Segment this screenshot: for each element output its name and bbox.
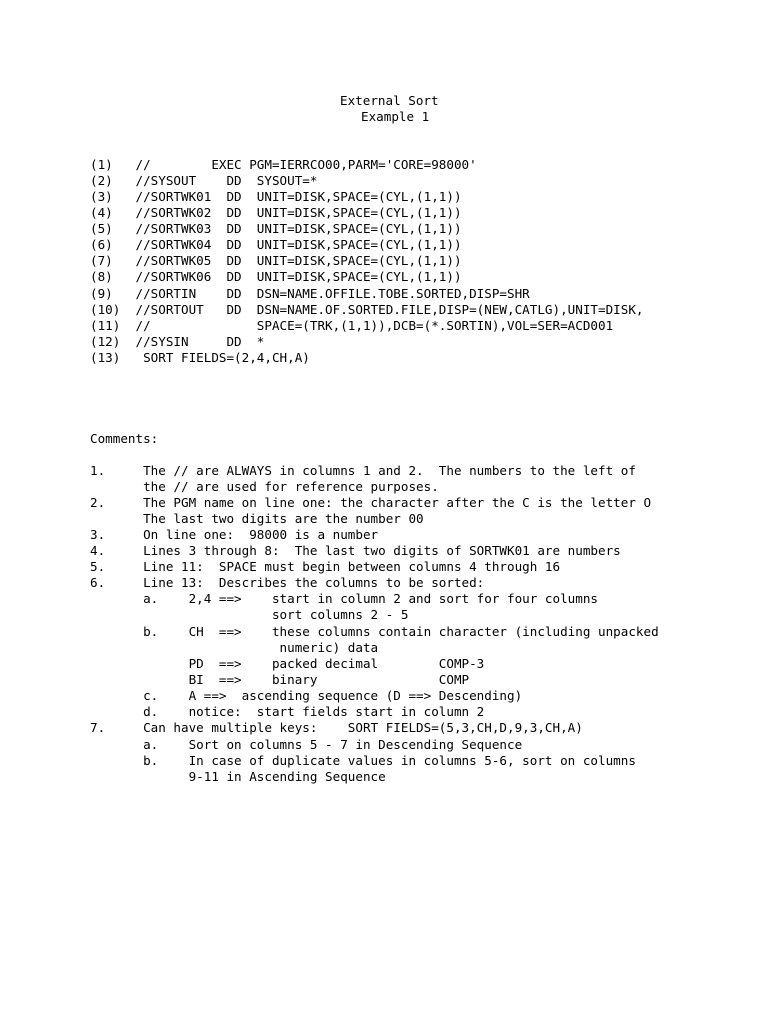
jcl-line: (11) // SPACE=(TRK,(1,1)),DCB=(*.SORTIN),VOL=SER=ACD001 — [90, 318, 614, 333]
jcl-line: (2) //SYSOUT DD SYSOUT=* — [90, 173, 318, 188]
jcl-line: (1) // EXEC PGM=IERRCO00,PARM='CORE=98000' — [90, 157, 477, 172]
comment-line: sort columns 2 - 5 — [90, 607, 409, 622]
jcl-line: (5) //SORTWK03 DD UNIT=DISK,SPACE=(CYL,(1,1)) — [90, 221, 462, 236]
comment-line: 2. The PGM name on line one: the character after the C is the letter O — [90, 495, 652, 510]
jcl-line: (12) //SYSIN DD * — [90, 334, 265, 349]
comment-line: 1. The // are ALWAYS in columns 1 and 2. The numbers to the left of — [90, 463, 636, 478]
document-subtitle: Example 1 — [361, 109, 430, 124]
comment-line: numeric) data — [90, 640, 379, 655]
comment-line: BI ==> binary COMP — [90, 672, 470, 687]
jcl-line: (8) //SORTWK06 DD UNIT=DISK,SPACE=(CYL,(1,1)) — [90, 269, 462, 284]
jcl-line: (4) //SORTWK02 DD UNIT=DISK,SPACE=(CYL,(1,1)) — [90, 205, 462, 220]
comment-line: 6. Line 13: Describes the columns to be sorted: — [90, 575, 485, 590]
jcl-line: (3) //SORTWK01 DD UNIT=DISK,SPACE=(CYL,(1,1)) — [90, 189, 462, 204]
comment-line: a. 2,4 ==> start in column 2 and sort for four columns — [90, 591, 598, 606]
comment-line: The last two digits are the number 00 — [90, 511, 424, 526]
jcl-line: (10) //SORTOUT DD DSN=NAME.OF.SORTED.FILE,DISP=(NEW,CATLG),UNIT=DISK, — [90, 302, 644, 317]
comment-line: d. notice: start fields start in column 2 — [90, 704, 485, 719]
comment-line: a. Sort on columns 5 - 7 in Descending Sequence — [90, 737, 523, 752]
jcl-line: (6) //SORTWK04 DD UNIT=DISK,SPACE=(CYL,(1,1)) — [90, 237, 462, 252]
jcl-line: (13) SORT FIELDS=(2,4,CH,A) — [90, 350, 310, 365]
jcl-line: (7) //SORTWK05 DD UNIT=DISK,SPACE=(CYL,(1,1)) — [90, 253, 462, 268]
comment-line: b. In case of duplicate values in columns 5-6, sort on columns — [90, 753, 636, 768]
comment-line: 3. On line one: 98000 is a number — [90, 527, 379, 542]
comment-line: PD ==> packed decimal COMP-3 — [90, 656, 485, 671]
comment-line: 9-11 in Ascending Sequence — [90, 769, 386, 784]
comment-line: 4. Lines 3 through 8: The last two digits of SORTWK01 are numbers — [90, 543, 621, 558]
comments-heading: Comments: — [90, 431, 159, 446]
comment-line: c. A ==> ascending sequence (D ==> Descending) — [90, 688, 523, 703]
document-title: External Sort — [340, 93, 439, 108]
comment-line: 5. Line 11: SPACE must begin between columns 4 through 16 — [90, 559, 561, 574]
comment-line: 7. Can have multiple keys: SORT FIELDS=(5,3,CH,D,9,3,CH,A) — [90, 720, 583, 735]
comment-line: the // are used for reference purposes. — [90, 479, 439, 494]
jcl-line: (9) //SORTIN DD DSN=NAME.OFFILE.TOBE.SORTED,DISP=SHR — [90, 286, 530, 301]
comment-line: b. CH ==> these columns contain character (including unpacked — [90, 624, 659, 639]
